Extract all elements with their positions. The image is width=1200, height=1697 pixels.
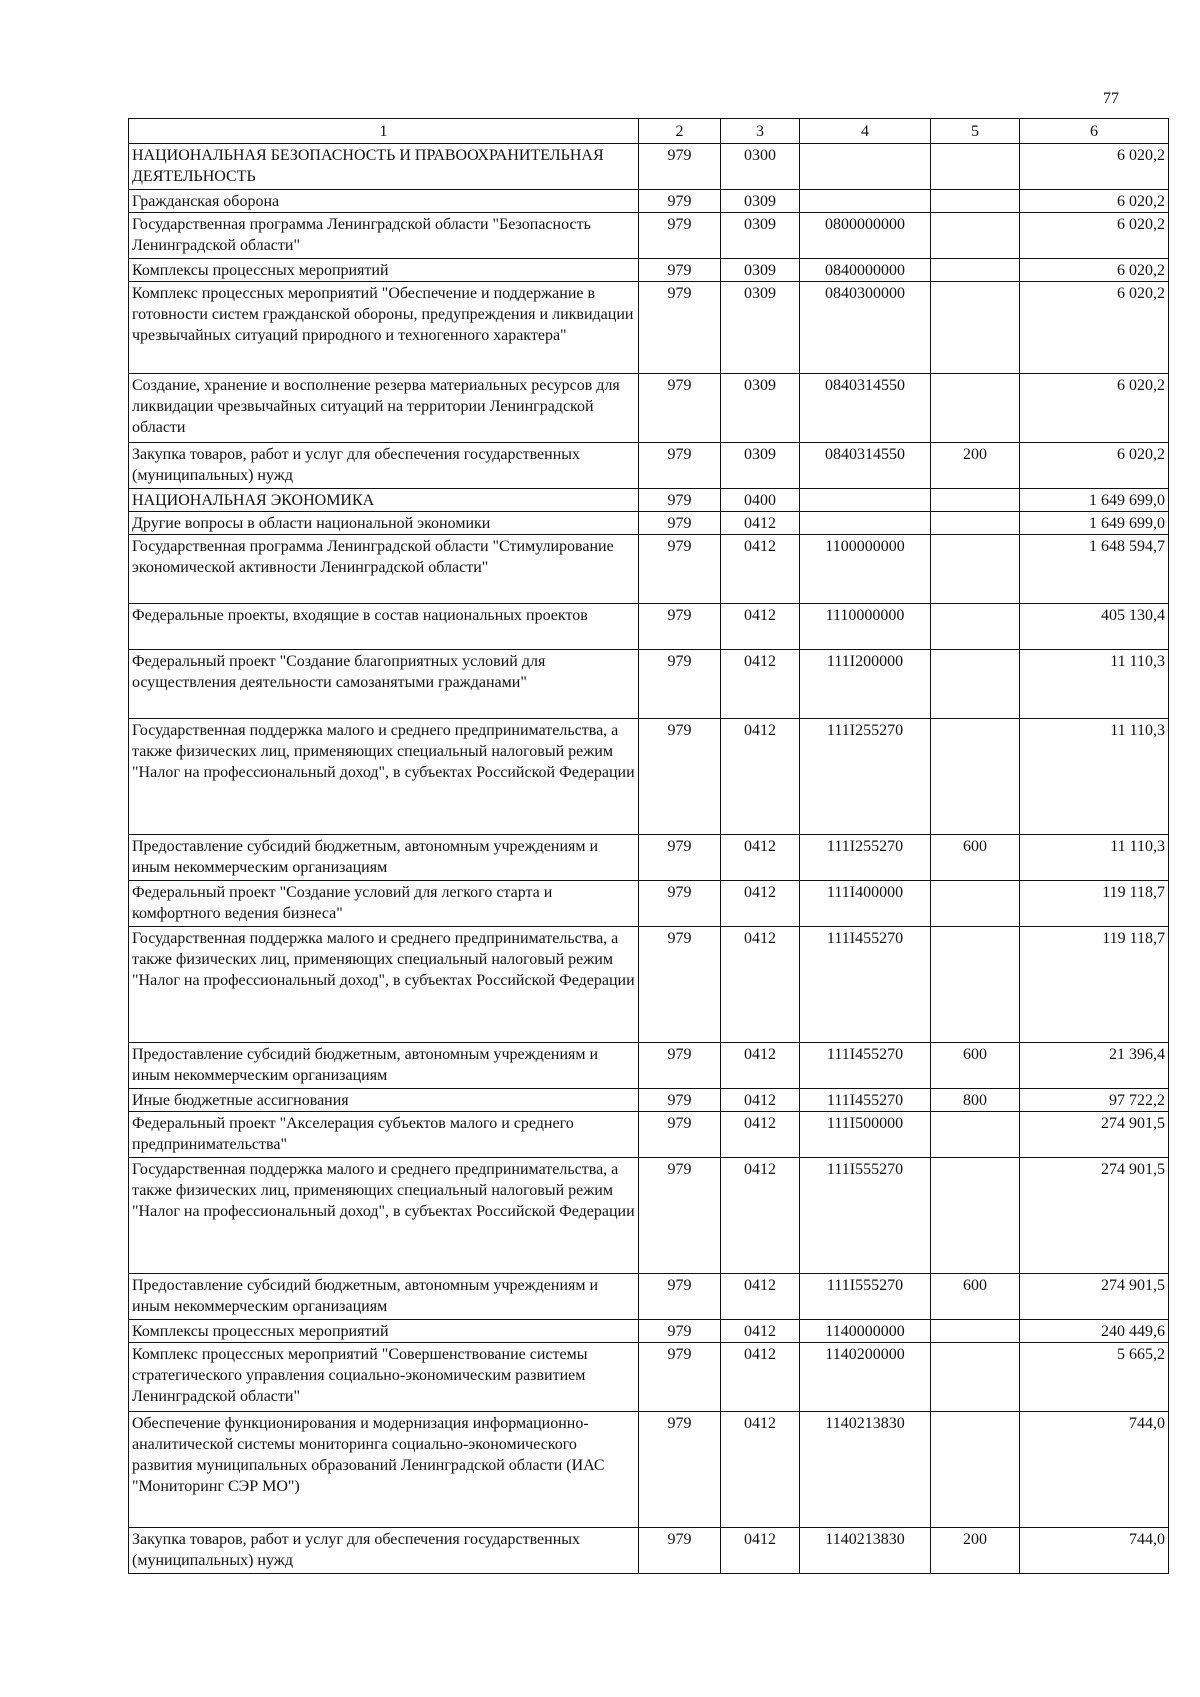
row-target-article-code: 1140213830 [800,1528,931,1574]
row-target-article-code: 1140200000 [800,1343,931,1412]
row-target-article-code [800,190,931,213]
row-name: Обеспечение функционирования и модернизация информационно-аналитической системы мониторинга социально-экономического развития муниципальных образований Ленинградской области (ИАС "Мониторинг СЭР МО") [129,1412,639,1528]
row-expense-type-code [931,1158,1020,1274]
row-amount: 274 901,5 [1020,1274,1169,1320]
row-amount: 405 130,4 [1020,604,1169,650]
header-col-4: 4 [800,119,931,144]
row-amount: 274 901,5 [1020,1158,1169,1274]
row-expense-type-code [931,144,1020,190]
row-expense-type-code [931,719,1020,835]
row-expense-type-code [931,1320,1020,1343]
row-amount: 744,0 [1020,1412,1169,1528]
row-section-code: 0300 [721,144,800,190]
table-row [129,1274,1169,1320]
row-grbs-code: 979 [639,213,721,259]
row-name: Предоставление субсидий бюджетным, автономным учреждениям и иным некоммерческим организациям [129,1043,639,1089]
row-section-code: 0309 [721,282,800,374]
row-grbs-code: 979 [639,1089,721,1112]
row-name: Государственная программа Ленинградской области "Безопасность Ленинградской области" [129,213,639,259]
row-name: НАЦИОНАЛЬНАЯ ЭКОНОМИКА [129,489,639,512]
table-row [129,1089,1169,1112]
table-row [129,881,1169,927]
row-target-article-code: 111I255270 [800,835,931,881]
row-name: Федеральный проект "Акселерация субъектов малого и среднего предпринимательства" [129,1112,639,1158]
row-expense-type-code [931,282,1020,374]
row-name: Государственная поддержка малого и среднего предпринимательства, а также физических лиц, применяющих специальный налоговый режим "Налог на профессиональный доход", в субъектах Российской Федерации [129,927,639,1043]
row-grbs-code: 979 [639,1320,721,1343]
row-grbs-code: 979 [639,1043,721,1089]
row-grbs-code: 979 [639,489,721,512]
row-expense-type-code [931,489,1020,512]
row-amount: 5 665,2 [1020,1343,1169,1412]
row-grbs-code: 979 [639,835,721,881]
table-row [129,835,1169,881]
row-target-article-code: 111I555270 [800,1274,931,1320]
row-section-code: 0412 [721,719,800,835]
row-section-code: 0412 [721,1158,800,1274]
row-section-code: 0412 [721,927,800,1043]
row-expense-type-code [931,1412,1020,1528]
budget-table [128,118,1169,1574]
row-expense-type-code [931,512,1020,535]
page-number: 77 [1103,90,1119,107]
row-name: Федеральный проект "Создание условий для легкого старта и комфортного ведения бизнеса" [129,881,639,927]
row-section-code: 0412 [721,512,800,535]
row-section-code: 0412 [721,1320,800,1343]
row-target-article-code: 0840300000 [800,282,931,374]
header-col-3: 3 [721,119,800,144]
row-amount: 119 118,7 [1020,881,1169,927]
row-expense-type-code [931,881,1020,927]
row-amount: 6 020,2 [1020,213,1169,259]
row-target-article-code: 111I555270 [800,1158,931,1274]
row-amount: 6 020,2 [1020,374,1169,443]
row-grbs-code: 979 [639,604,721,650]
row-section-code: 0412 [721,1089,800,1112]
row-amount: 6 020,2 [1020,259,1169,282]
table-row [129,1043,1169,1089]
row-amount: 6 020,2 [1020,443,1169,489]
row-target-article-code: 0840000000 [800,259,931,282]
table-row [129,1343,1169,1412]
row-name: Другие вопросы в области национальной экономики [129,512,639,535]
row-section-code: 0412 [721,1043,800,1089]
table-row [129,190,1169,213]
row-section-code: 0412 [721,1343,800,1412]
table-row [129,489,1169,512]
row-grbs-code: 979 [639,282,721,374]
row-grbs-code: 979 [639,512,721,535]
table-row [129,604,1169,650]
row-name: Гражданская оборона [129,190,639,213]
row-grbs-code: 979 [639,927,721,1043]
row-name: Иные бюджетные ассигнования [129,1089,639,1112]
row-target-article-code: 111I455270 [800,1043,931,1089]
row-amount: 11 110,3 [1020,719,1169,835]
row-expense-type-code: 600 [931,835,1020,881]
table-row [129,1320,1169,1343]
table-row [129,512,1169,535]
row-grbs-code: 979 [639,144,721,190]
row-section-code: 0412 [721,535,800,604]
row-section-code: 0412 [721,604,800,650]
row-section-code: 0412 [721,1528,800,1574]
row-expense-type-code [931,1343,1020,1412]
row-target-article-code: 111I455270 [800,1089,931,1112]
table-row [129,1158,1169,1274]
row-grbs-code: 979 [639,535,721,604]
row-name: Государственная поддержка малого и среднего предпринимательства, а также физических лиц, применяющих специальный налоговый режим "Налог на профессиональный доход", в субъектах Российской Федерации [129,719,639,835]
row-section-code: 0309 [721,443,800,489]
row-name: Комплекс процессных мероприятий "Совершенствование системы стратегического управления социально-экономическим развитием Ленинградской области" [129,1343,639,1412]
row-amount: 6 020,2 [1020,144,1169,190]
row-amount: 6 020,2 [1020,190,1169,213]
table-row [129,282,1169,374]
row-section-code: 0309 [721,213,800,259]
row-grbs-code: 979 [639,443,721,489]
header-col-1: 1 [129,119,639,144]
row-expense-type-code [931,374,1020,443]
row-section-code: 0412 [721,835,800,881]
table-body [129,144,1169,1574]
row-name: Федеральный проект "Создание благоприятных условий для осуществления деятельности самозанятыми гражданами" [129,650,639,719]
row-target-article-code [800,489,931,512]
row-amount: 6 020,2 [1020,282,1169,374]
header-col-2: 2 [639,119,721,144]
row-expense-type-code [931,213,1020,259]
row-target-article-code: 1110000000 [800,604,931,650]
row-expense-type-code: 200 [931,443,1020,489]
row-target-article-code: 111I400000 [800,881,931,927]
row-section-code: 0412 [721,1412,800,1528]
row-grbs-code: 979 [639,190,721,213]
row-name: Комплексы процессных мероприятий [129,259,639,282]
row-target-article-code: 0840314550 [800,443,931,489]
row-amount: 240 449,6 [1020,1320,1169,1343]
row-target-article-code: 111I455270 [800,927,931,1043]
table-row [129,144,1169,190]
row-name: Закупка товаров, работ и услуг для обеспечения государственных (муниципальных) нужд [129,1528,639,1574]
row-expense-type-code: 600 [931,1043,1020,1089]
row-name: Государственная поддержка малого и среднего предпринимательства, а также физических лиц, применяющих специальный налоговый режим "Налог на профессиональный доход", в субъектах Российской Федерации [129,1158,639,1274]
row-grbs-code: 979 [639,1412,721,1528]
row-expense-type-code: 800 [931,1089,1020,1112]
table-row [129,1112,1169,1158]
table-row [129,1528,1169,1574]
row-name: Предоставление субсидий бюджетным, автономным учреждениям и иным некоммерческим организациям [129,1274,639,1320]
row-grbs-code: 979 [639,259,721,282]
row-name: Федеральные проекты, входящие в состав национальных проектов [129,604,639,650]
table-row [129,719,1169,835]
row-section-code: 0412 [721,1274,800,1320]
row-target-article-code: 0800000000 [800,213,931,259]
row-amount: 11 110,3 [1020,650,1169,719]
row-name: Предоставление субсидий бюджетным, автономным учреждениям и иным некоммерческим организациям [129,835,639,881]
row-grbs-code: 979 [639,650,721,719]
row-amount: 744,0 [1020,1528,1169,1574]
row-target-article-code [800,144,931,190]
row-grbs-code: 979 [639,374,721,443]
row-amount: 274 901,5 [1020,1112,1169,1158]
row-section-code: 0309 [721,259,800,282]
row-amount: 1 649 699,0 [1020,512,1169,535]
row-target-article-code: 1140213830 [800,1412,931,1528]
row-grbs-code: 979 [639,719,721,835]
row-name: Государственная программа Ленинградской области "Стимулирование экономической активности Ленинградской области" [129,535,639,604]
table-row [129,535,1169,604]
row-expense-type-code [931,1112,1020,1158]
row-grbs-code: 979 [639,1528,721,1574]
row-target-article-code [800,512,931,535]
row-target-article-code: 1140000000 [800,1320,931,1343]
row-section-code: 0309 [721,190,800,213]
row-amount: 97 722,2 [1020,1089,1169,1112]
row-expense-type-code [931,927,1020,1043]
table-row [129,259,1169,282]
table-row [129,1412,1169,1528]
row-name: Создание, хранение и восполнение резерва материальных ресурсов для ликвидации чрезвычайных ситуаций на территории Ленинградской области [129,374,639,443]
row-target-article-code: 0840314550 [800,374,931,443]
table-row [129,213,1169,259]
row-amount: 1 649 699,0 [1020,489,1169,512]
row-target-article-code: 111I200000 [800,650,931,719]
row-expense-type-code [931,535,1020,604]
row-name: Комплекс процессных мероприятий "Обеспечение и поддержание в готовности систем гражданской обороны, предупреждения и ликвидации чрезвычайных ситуаций природного и техногенного характера" [129,282,639,374]
row-expense-type-code [931,650,1020,719]
table-header [129,119,1169,144]
row-target-article-code: 111I255270 [800,719,931,835]
table-row [129,374,1169,443]
row-grbs-code: 979 [639,881,721,927]
header-col-6: 6 [1020,119,1169,144]
table-row [129,927,1169,1043]
row-section-code: 0400 [721,489,800,512]
row-section-code: 0309 [721,374,800,443]
row-amount: 21 396,4 [1020,1043,1169,1089]
row-amount: 119 118,7 [1020,927,1169,1043]
row-expense-type-code [931,190,1020,213]
header-row [129,119,1169,144]
row-grbs-code: 979 [639,1112,721,1158]
row-section-code: 0412 [721,881,800,927]
row-section-code: 0412 [721,1112,800,1158]
table-row [129,443,1169,489]
header-col-5: 5 [931,119,1020,144]
row-expense-type-code: 600 [931,1274,1020,1320]
row-target-article-code: 111I500000 [800,1112,931,1158]
row-expense-type-code [931,259,1020,282]
row-name: Комплексы процессных мероприятий [129,1320,639,1343]
row-grbs-code: 979 [639,1343,721,1412]
row-amount: 11 110,3 [1020,835,1169,881]
row-grbs-code: 979 [639,1158,721,1274]
table-row [129,650,1169,719]
row-expense-type-code: 200 [931,1528,1020,1574]
row-amount: 1 648 594,7 [1020,535,1169,604]
row-name: Закупка товаров, работ и услуг для обеспечения государственных (муниципальных) нужд [129,443,639,489]
row-grbs-code: 979 [639,1274,721,1320]
row-target-article-code: 1100000000 [800,535,931,604]
row-name: НАЦИОНАЛЬНАЯ БЕЗОПАСНОСТЬ И ПРАВООХРАНИТЕЛЬНАЯ ДЕЯТЕЛЬНОСТЬ [129,144,639,190]
row-section-code: 0412 [721,650,800,719]
row-expense-type-code [931,604,1020,650]
